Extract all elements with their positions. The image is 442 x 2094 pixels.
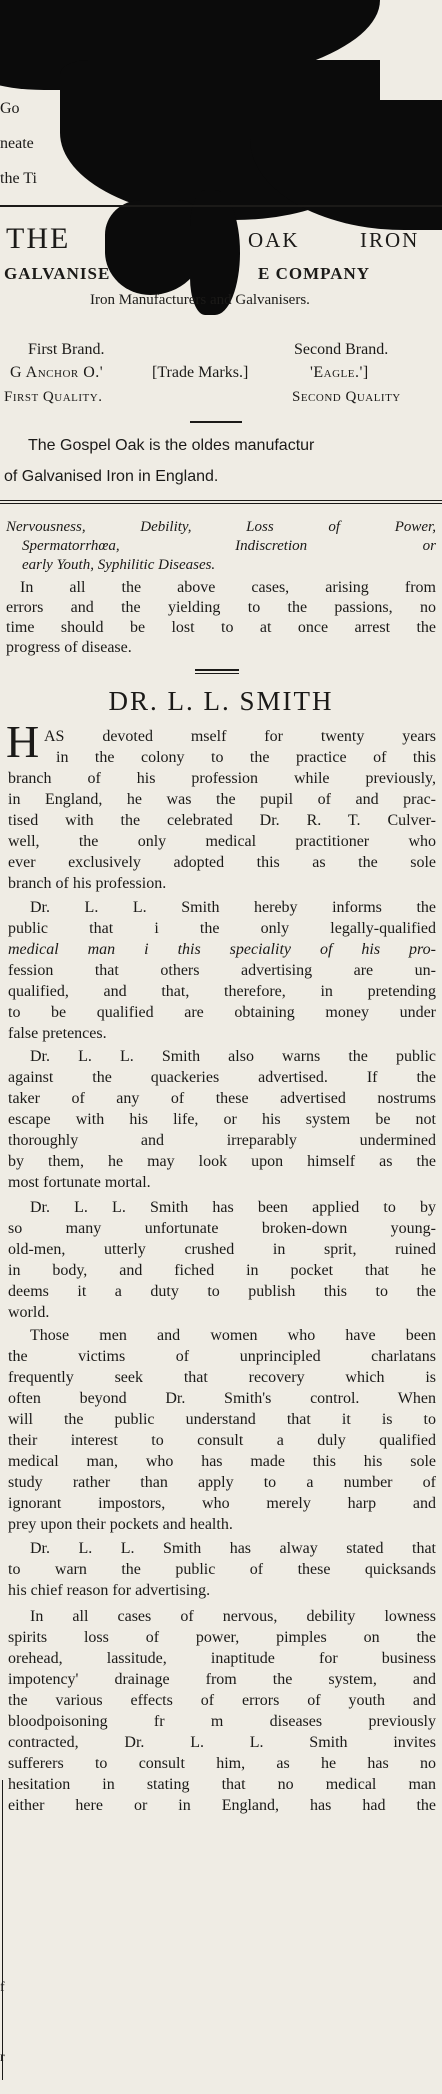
text-line: ignorant impostors, who merely harp and [8, 1495, 436, 1512]
text-line: in England, he was the pupil of and prac- [8, 791, 436, 808]
short-rule [190, 421, 242, 423]
text-line: will the public understand that it is to [8, 1411, 436, 1428]
paragraph-1 [8, 768, 436, 894]
paragraph-1-first-lines [44, 726, 436, 768]
ad-title: OAK [248, 228, 300, 252]
text-line: by them, he may look upon himself as the [8, 1153, 436, 1170]
intro-line: early Youth, Syphilitic Diseases. [22, 557, 216, 573]
text-line: in body, and fiched in pocket that he [8, 1262, 436, 1279]
intro-line: errors and the yielding to the passions, no [6, 599, 436, 616]
text-line: prey upon their pockets and health. [8, 1516, 233, 1533]
intro-italic [6, 518, 436, 575]
short-rule [195, 673, 239, 674]
text-line: fession that others advertising are un- [8, 962, 436, 979]
text-line: orehead, lassitude, inaptitude for business [8, 1650, 436, 1667]
divider [0, 205, 442, 207]
trade-mark-left: G Anchor O.' [10, 364, 104, 381]
margin-glyph: r [0, 2050, 5, 2065]
text-line: Dr. L. L. Smith hereby informs the [30, 899, 436, 916]
intro-line: Spermatorrhœa, Indiscretion or [22, 538, 436, 554]
text-line: hesitation in stating that no medical man [8, 1776, 436, 1793]
ad-body-text: of Galvanised Iron in England. [4, 468, 219, 485]
text-line: Dr. L. L. Smith has been applied to by [30, 1199, 436, 1216]
ad-body-text: The Gospel Oak is the oldes manufactur [28, 437, 315, 454]
text-line: against the quackeries advertised. If the [8, 1069, 436, 1086]
paragraph-2 [8, 897, 436, 1044]
text-line: escape with his life, or his system be not [8, 1111, 436, 1128]
text-line: public that i the only legally-qualified [8, 920, 436, 937]
text-line: the various effects of errors of youth and [8, 1692, 436, 1709]
paragraph-7 [8, 1606, 436, 1816]
text-line: medical man i this speciality of his pro- [8, 941, 436, 958]
text-line: their interest to consult a duly qualified [8, 1432, 436, 1449]
text-line: to be qualified are obtaining money under [8, 1004, 436, 1021]
text-line: Those men and women who have been [30, 1327, 436, 1344]
text-line: his chief reason for advertising. [8, 1582, 211, 1599]
text-line: tised with the celebrated Dr. R. T. Culver- [8, 812, 436, 829]
text-line: world. [8, 1304, 50, 1321]
ad-makers-line: Iron Manufacturers and Galvanisers. [90, 292, 310, 308]
text-line: so many unfortunate broken-down young- [8, 1220, 436, 1237]
text-line: spirits loss of power, pimples on the [8, 1629, 436, 1646]
text-line: impotency' drainage from the system, and [8, 1671, 436, 1688]
text-line: In all cases of nervous, debility lowness [30, 1608, 436, 1625]
trade-mark-right: 'Eagle.'] [310, 364, 369, 381]
text-line: most fortunate mortal. [8, 1174, 151, 1191]
text-line: false pretences. [8, 1025, 107, 1042]
ad-title: IRON [360, 228, 420, 252]
text-line: taker of any of these advertised nostrums [8, 1090, 436, 1107]
text-line: to warn the public of these quicksands [8, 1561, 436, 1578]
doctor-heading: DR. L. L. SMITH [108, 686, 334, 716]
paragraph-6 [8, 1538, 436, 1601]
text-line: branch of his profession. [8, 875, 167, 892]
intro-line: In all the above cases, arising from [20, 579, 436, 596]
ad-title: THE [6, 222, 71, 255]
ad-subtitle: E COMPANY [258, 264, 371, 283]
text-line: often beyond Dr. Smith's control. When [8, 1390, 436, 1407]
second-brand-label: Second Brand. [294, 341, 389, 358]
text-line: deems it a duty to publish this to the [8, 1283, 436, 1300]
torn-fragment-text: Go [0, 100, 20, 117]
text-line: contracted, Dr. L. L. Smith invites [8, 1734, 436, 1751]
trade-mark-label: [Trade Marks.] [152, 364, 249, 381]
text-line: AS devoted mself for twenty years [44, 728, 436, 745]
intro-line: progress of disease. [6, 639, 132, 656]
intro-line: time should be lost to at once arrest the [6, 619, 436, 636]
intro-text [6, 578, 436, 658]
drop-cap: H [6, 716, 40, 767]
text-line: ever exclusively adopted this as the sole [8, 854, 436, 871]
text-line: old-men, utterly crushed in sprit, ruined [8, 1241, 436, 1258]
text-line: well, the only medical practitioner who [8, 833, 436, 850]
margin-glyph: f [0, 1980, 5, 1995]
paragraph-4 [8, 1197, 436, 1323]
text-line: thoroughly and irreparably undermined [8, 1132, 436, 1149]
ad-subtitle: GALVANISE [4, 264, 111, 283]
text-line: branch of his profession while previously, [8, 770, 436, 787]
divider [0, 500, 442, 501]
text-line: either here or in England, has had the [8, 1797, 436, 1814]
text-line: qualified, and that, therefore, in pretending [8, 983, 436, 1000]
text-line: Dr. L. L. Smith has alway stated that [30, 1540, 436, 1557]
torn-fragment-text: neate [0, 135, 34, 152]
first-quality-label: First Quality. [4, 389, 103, 405]
torn-fragment-text: the Ti [0, 170, 37, 187]
second-quality-label: Second Quality [292, 389, 401, 405]
text-line: medical man, who has made this his sole [8, 1453, 436, 1470]
short-rule [195, 669, 239, 671]
intro-line: Nervousness, Debility, Loss of Power, [6, 519, 436, 535]
text-line: Dr. L. L. Smith also warns the public [30, 1048, 436, 1065]
column-rule [2, 1780, 3, 2080]
paragraph-3 [8, 1046, 436, 1193]
text-line: the victims of unprincipled charlatans [8, 1348, 436, 1365]
paragraph-5 [8, 1325, 436, 1535]
text-line: bloodpoisoning fr m diseases previously [8, 1713, 436, 1730]
divider [0, 503, 442, 504]
first-brand-label: First Brand. [28, 341, 105, 358]
text-line: frequently seek that recovery which is [8, 1369, 436, 1386]
text-line: study rather than apply to a number of [8, 1474, 436, 1491]
text-line: in the colony to the practice of this [56, 749, 436, 766]
text-line: sufferers to consult him, as he has no [8, 1755, 436, 1772]
